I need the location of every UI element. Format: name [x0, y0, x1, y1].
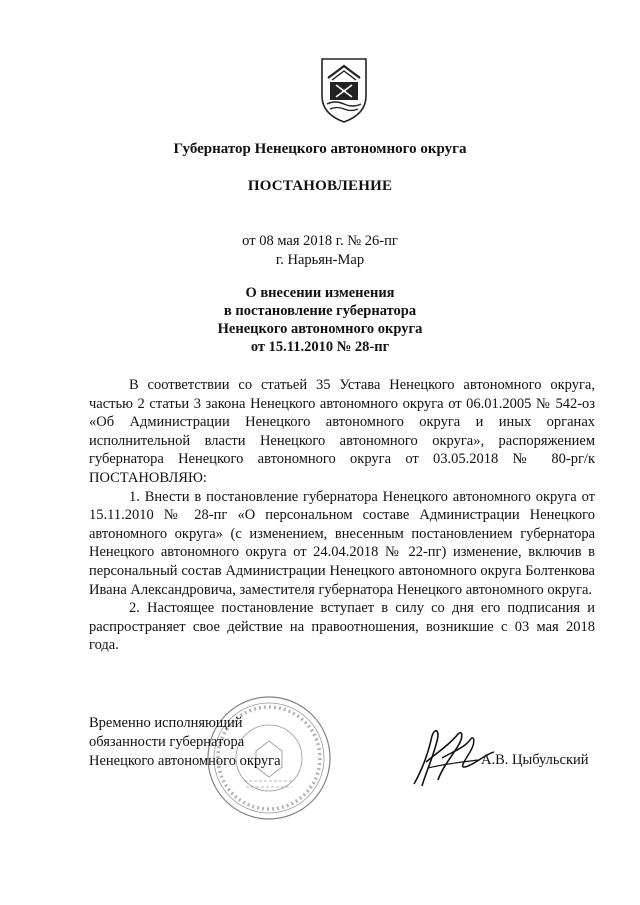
subject-line: от 15.11.2010 № 28-пг [250, 339, 390, 355]
signatory-name: А.В. Цыбульский [481, 752, 589, 768]
nenets-coat-of-arms-icon [318, 56, 370, 124]
signatory-position-line: Ненецкого автономного округа [89, 753, 281, 769]
subject-line: в постановление губернатора [223, 303, 417, 319]
body-paragraph-item-2: 2. Настоящее постановление вступает в силу со дня его подписания и распространяет свое действие на правоотношения, возникшие с 03 мая 2018 года. [89, 600, 595, 654]
subject-line: Ненецкого автономного округа [217, 321, 423, 337]
document-city: г. Нарьян-Мар [275, 252, 365, 268]
document-date-number: от 08 мая 2018 г. № 26-пг [242, 233, 398, 249]
document-type: ПОСТАНОВЛЕНИЕ [247, 178, 393, 194]
governor-title: Губернатор Ненецкого автономного округа [173, 141, 467, 157]
document-body [89, 376, 595, 655]
body-paragraph-preamble: В соответствии со статьей 35 Устава Ненецкого автономного округа, частью 2 статьи 3 закона Ненецкого автономного округа от 06.01.2005 № 542-оз «Об Администрации Ненецкого автономного округа и иных органах исполнительной власти Ненецкого автономного округа», распоряжением губернатора Ненецкого автономного округа от 03.05.2018 № 80-рг/к ПОСТАНОВЛЯЮ: [89, 377, 595, 486]
signatory-position [89, 714, 281, 771]
subject-line: О внесении изменения [245, 285, 395, 301]
signatory-position-line: Временно исполняющий [89, 715, 243, 731]
body-paragraph-item-1: 1. Внести в постановление губернатора Ненецкого автономного округа от 15.11.2010 № 28-пг «О персональном составе Администрации Ненецкого автономного округа» (с изменением, внесенным постановлением губернатора Ненецкого автономного округа от 24.04.2018 № 22-пг) изменение, включив в персональный состав Администрации Ненецкого автономного округа Болтенкова Ивана Александровича, заместителя губернатора Ненецкого автономного округа. [89, 488, 595, 598]
signatory-position-line: обязанности губернатора [89, 734, 245, 750]
